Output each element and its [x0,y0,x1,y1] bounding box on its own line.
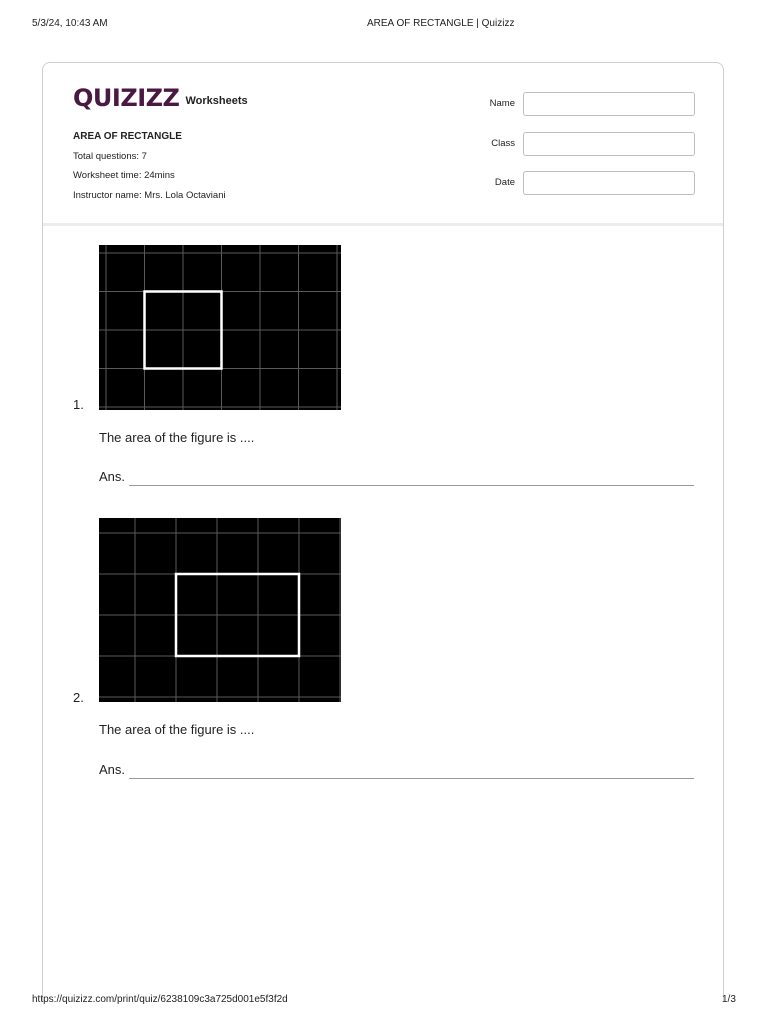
name-field [473,92,695,116]
total-questions: Total questions: 7 [73,150,147,162]
question-2-answer-label: Ans. [99,762,126,777]
print-url: https://quizizz.com/print/quiz/6238109c3a725d001e5f3f2d [32,994,288,1005]
name-label: Name [489,98,515,109]
worksheet-meta [73,127,226,205]
worksheet-time: Worksheet time: 24mins [73,170,175,181]
question-2-number: 2. [73,690,84,705]
quizizz-logo [73,85,248,111]
worksheet-title: AREA OF RECTANGLE [73,131,182,142]
date-label: Date [494,177,515,188]
worksheet-card [42,62,724,1002]
question-2-prompt: The area of the figure is .... [99,722,255,737]
logo-wordmark: QUIZIZZ [73,84,180,112]
question-1-prompt: The area of the figure is .... [99,430,255,445]
print-page-number: 1/3 [722,994,736,1005]
question-2-answer-line[interactable] [129,778,694,779]
question-1-number: 1. [73,397,84,412]
grid-background [99,245,341,410]
date-field [473,171,695,195]
class-label: Class [491,138,515,149]
print-datetime: 5/3/24, 10:43 AM [32,18,108,29]
class-field [473,132,695,156]
instructor-name: Instructor name: Mrs. Lola Octaviani [73,189,226,201]
question-2-grid-figure [99,518,341,702]
name-input[interactable] [523,92,695,116]
question-1-grid-figure [99,245,341,410]
logo-subtitle: Worksheets [185,95,248,107]
date-input[interactable] [523,171,695,195]
class-input[interactable] [523,132,695,156]
question-1-answer-label: Ans. [99,469,126,484]
worksheet-header [43,63,723,226]
print-page-title: AREA OF RECTANGLE | Quizizz [367,18,515,29]
question-1-answer-line[interactable] [129,485,694,486]
